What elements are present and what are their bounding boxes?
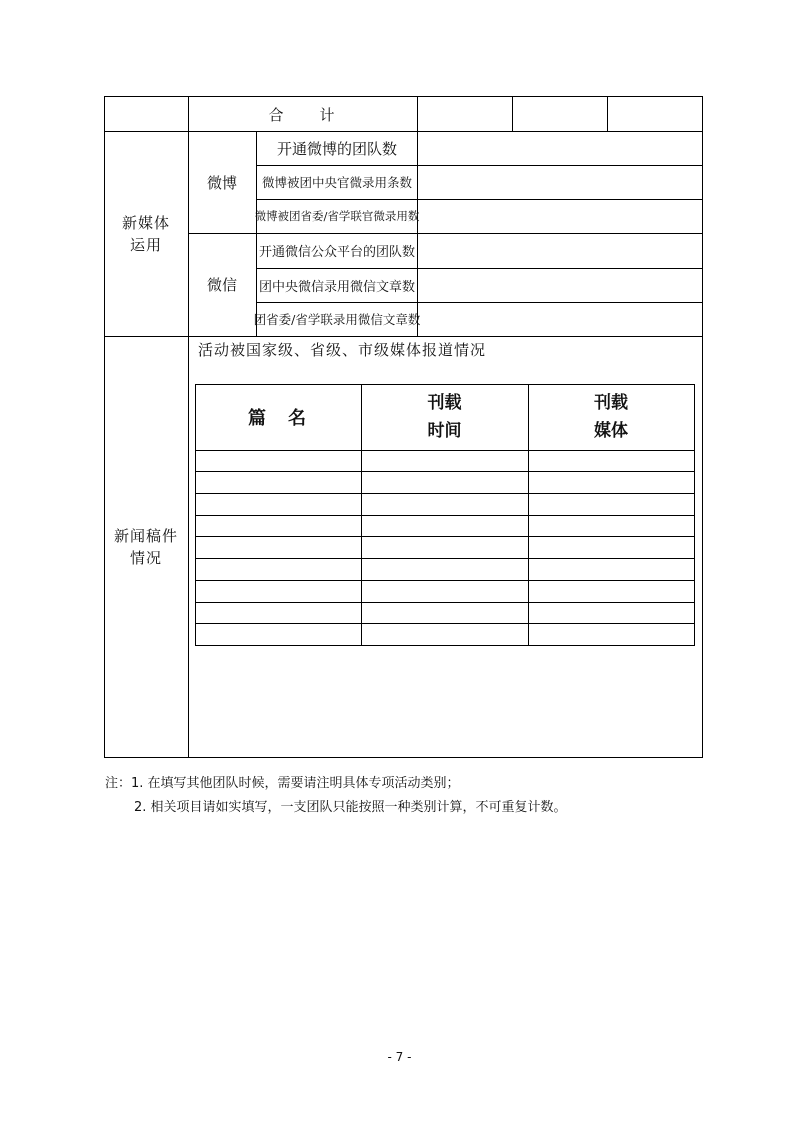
weibo-value-cell[interactable] bbox=[418, 166, 702, 199]
table-line bbox=[104, 336, 703, 337]
column-header-date-line2: 时间 bbox=[427, 421, 462, 441]
column-header-media-line1: 刊载 bbox=[594, 393, 628, 413]
cell-title[interactable] bbox=[196, 537, 361, 558]
cell-media[interactable] bbox=[529, 516, 694, 536]
column-header-date bbox=[361, 384, 528, 450]
column-header-title-text: 篇 名 bbox=[248, 408, 308, 429]
cell-media[interactable] bbox=[529, 537, 694, 558]
wechat-group-label: 微信 bbox=[206, 276, 237, 294]
cell-title[interactable] bbox=[196, 624, 361, 645]
column-header-media bbox=[528, 384, 694, 450]
total-label: 合 计 bbox=[268, 105, 337, 124]
table-row bbox=[195, 603, 695, 623]
news-section-label bbox=[104, 336, 188, 757]
cell-date[interactable] bbox=[362, 451, 528, 471]
total-value-cell[interactable] bbox=[513, 97, 607, 131]
cell-title[interactable] bbox=[196, 494, 361, 515]
table-row bbox=[195, 516, 695, 536]
cell-date[interactable] bbox=[362, 581, 528, 602]
total-value-cell[interactable] bbox=[418, 97, 512, 131]
table-row bbox=[195, 451, 695, 471]
news-label-line1: 新闻稿件 bbox=[113, 526, 178, 545]
cell-title[interactable] bbox=[196, 516, 361, 536]
cell-title[interactable] bbox=[196, 472, 361, 493]
note-line-1: 注：1. 在填写其他团队时候，需要请注明具体专项活动类别； bbox=[105, 776, 460, 791]
weibo-value-cell[interactable] bbox=[418, 200, 702, 233]
column-header-date-line1: 刊载 bbox=[427, 393, 462, 413]
cell-title[interactable] bbox=[196, 603, 361, 623]
table-line bbox=[195, 645, 695, 646]
cell-date[interactable] bbox=[362, 603, 528, 623]
table-line bbox=[104, 757, 703, 758]
new-media-section-label bbox=[104, 131, 188, 336]
cell-date[interactable] bbox=[362, 624, 528, 645]
table-row bbox=[195, 581, 695, 602]
weibo-row-label: 微博被团省委/省学联官微录用数 bbox=[254, 209, 420, 223]
cell-title[interactable] bbox=[196, 581, 361, 602]
weibo-group-label: 微博 bbox=[206, 173, 237, 192]
new-media-label-line1: 新媒体 bbox=[121, 213, 170, 232]
weibo-row-label: 微博被团中央官微录用条数 bbox=[261, 175, 412, 190]
cell-media[interactable] bbox=[529, 559, 694, 580]
cell-media[interactable] bbox=[529, 451, 694, 471]
new-media-label-line2: 运用 bbox=[129, 235, 162, 254]
cell-date[interactable] bbox=[362, 537, 528, 558]
table-row bbox=[195, 537, 695, 558]
weibo-row-label: 开通微博的团队数 bbox=[276, 139, 397, 158]
cell-media[interactable] bbox=[529, 494, 694, 515]
wechat-row-label: 团省委/省学联录用微信文章数 bbox=[253, 312, 421, 327]
cell-media[interactable] bbox=[529, 603, 694, 623]
cell-title[interactable] bbox=[196, 451, 361, 471]
note-line-2: 2. 相关项目请如实填写，一支团队只能按照一种类别计算，不可重复计数。 bbox=[134, 800, 567, 815]
cell-media[interactable] bbox=[529, 472, 694, 493]
column-header-media-line2: 媒体 bbox=[594, 421, 628, 441]
wechat-value-cell[interactable] bbox=[418, 234, 702, 268]
cell-date[interactable] bbox=[362, 494, 528, 515]
table-row bbox=[195, 494, 695, 515]
news-label-line2: 情况 bbox=[129, 548, 162, 567]
table-row bbox=[195, 472, 695, 493]
cell-date[interactable] bbox=[362, 516, 528, 536]
cell-media[interactable] bbox=[529, 581, 694, 602]
wechat-row-label: 团中央微信录用微信文章数 bbox=[258, 279, 415, 295]
weibo-value-cell[interactable] bbox=[418, 132, 702, 165]
wechat-value-cell[interactable] bbox=[418, 269, 702, 302]
table-row bbox=[195, 624, 695, 645]
cell-title[interactable] bbox=[196, 559, 361, 580]
wechat-row-label: 开通微信公众平台的团队数 bbox=[258, 245, 415, 260]
page-number: - 7 - bbox=[387, 1050, 412, 1064]
news-intro-text: 活动被国家级、省级、市级媒体报道情况 bbox=[198, 341, 487, 359]
cell-date[interactable] bbox=[362, 472, 528, 493]
table-row bbox=[195, 559, 695, 580]
column-header-title bbox=[195, 384, 361, 450]
total-value-cell[interactable] bbox=[608, 97, 702, 131]
table-line bbox=[702, 96, 703, 758]
cell-media[interactable] bbox=[529, 624, 694, 645]
report-table bbox=[195, 384, 695, 646]
wechat-value-cell[interactable] bbox=[418, 303, 702, 336]
cell-date[interactable] bbox=[362, 559, 528, 580]
